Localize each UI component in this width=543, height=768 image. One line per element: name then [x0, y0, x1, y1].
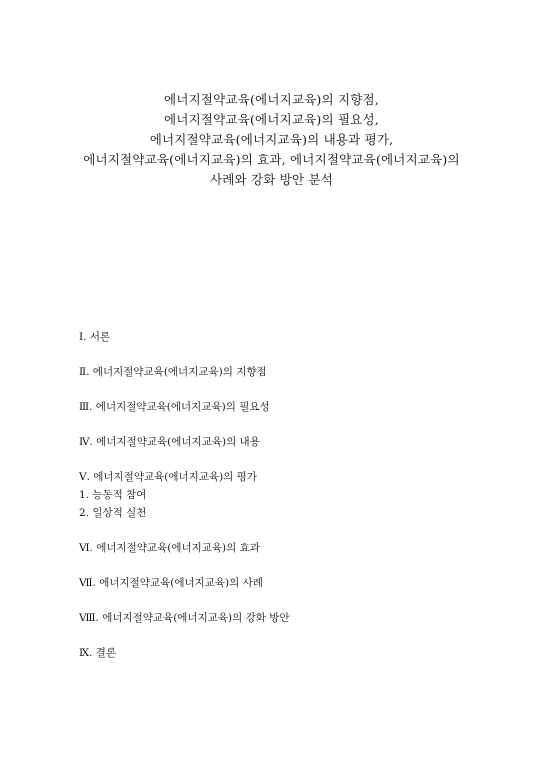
toc-item-orientation: Ⅱ. 에너지절약교육(에너지교육)의 지향점: [79, 366, 267, 378]
title-line: 에너지절약교육(에너지교육)의 효과, 에너지절약교육(에너지교육)의: [83, 152, 460, 167]
toc-item-necessity: Ⅲ. 에너지절약교육(에너지교육)의 필요성: [79, 401, 270, 413]
toc-item-reinforcement: Ⅷ. 에너지절약교육(에너지교육)의 강화 방안: [79, 612, 290, 624]
title-line: 에너지절약교육(에너지교육)의 지향점,: [164, 92, 379, 107]
toc-subitem-daily-practice: 2. 일상적 실천: [79, 507, 147, 519]
toc-item-evaluation: Ⅴ. 에너지절약교육(에너지교육)의 평가: [79, 471, 257, 483]
title-line: 사례와 강화 방안 분석: [210, 172, 333, 187]
toc-item-effect: Ⅵ. 에너지절약교육(에너지교육)의 효과: [79, 542, 260, 554]
document-title: [0, 90, 543, 190]
table-of-contents: [79, 329, 499, 661]
title-line: 에너지절약교육(에너지교육)의 내용과 평가,: [149, 132, 394, 147]
toc-subitem-active-participation: 1. 능동적 참여: [79, 489, 147, 501]
toc-item-conclusion: Ⅸ. 결론: [79, 647, 117, 659]
title-line: 에너지절약교육(에너지교육)의 필요성,: [164, 112, 379, 127]
toc-item-content: Ⅳ. 에너지절약교육(에너지교육)의 내용: [79, 436, 260, 448]
toc-item-case: Ⅶ. 에너지절약교육(에너지교육)의 사례: [79, 577, 263, 589]
toc-item-introduction: Ⅰ. 서론: [79, 331, 111, 343]
